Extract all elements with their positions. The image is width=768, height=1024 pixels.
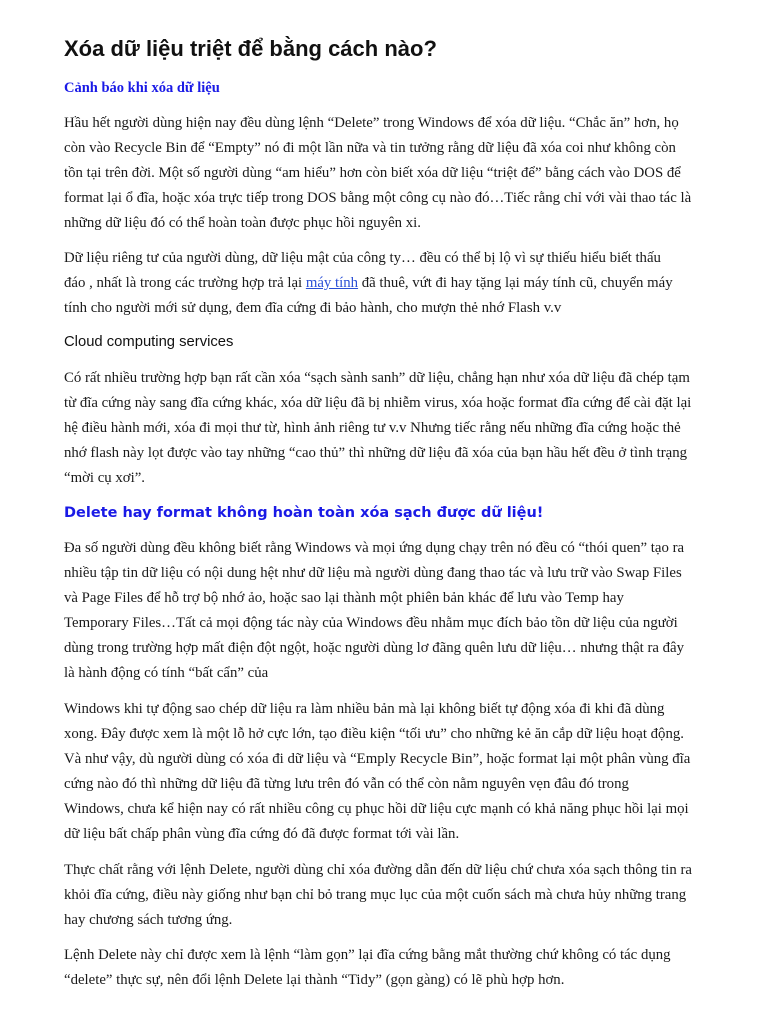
paragraph-line: Hầu hết người dùng hiện nay đều dùng lệnh “Delete” trong Windows để xóa dữ liệu. “Chắc ăn” hơn, họ: [64, 115, 679, 131]
paragraph-line: Dữ liệu riêng tư của người dùng, dữ liệu mật của công ty… đều có thể bị lộ vì sự thiếu hiểu biết thấu: [64, 250, 661, 266]
section-heading: Delete hay format không hoàn toàn xóa sạch được dữ liệu!: [64, 505, 544, 521]
line-text: đã thuê, vứt đi hay tặng lại máy tính cũ, chuyển máy: [358, 275, 673, 291]
paragraph-intro: [64, 111, 691, 236]
paragraph-line: “mời cụ xơi”.: [64, 470, 145, 486]
paragraph-line: những dữ liệu đó có thể hoàn toàn được phục hồi nguyên xi.: [64, 215, 421, 231]
paragraph-tidy: [64, 943, 671, 993]
computer-link[interactable]: máy tính: [305, 275, 359, 291]
paragraph-line: Và như vậy, dù người dùng có xóa đi dữ liệu và “Emply Recycle Bin”, hoặc format lại một phân vùng đĩa: [64, 751, 691, 767]
paragraph-line: Thực chất rằng với lệnh Delete, người dùng chỉ xóa đường dẫn đến dữ liệu chứ chưa xóa sạch thông tin ra: [64, 862, 692, 878]
paragraph-line: “delete” thực sự, nên đổi lệnh Delete lại thành “Tidy” (gọn gàng) có lẽ phù hợp hơn.: [64, 972, 565, 988]
paragraph-privacy: [64, 246, 673, 321]
paragraph-line: tồn tại trên đời. Một số người dùng “am hiểu” hơn còn biết xóa dữ liệu “triệt để” bằng cách vào DOS để: [64, 165, 681, 181]
paragraph-line: hay chương sách tương ứng.: [64, 912, 233, 928]
paragraph-line: là hành động có tính “bất cẩn” của: [64, 665, 269, 681]
paragraph-line: khỏi đĩa cứng, điều này giống như bạn chỉ bỏ trang mục lục của một cuốn sách mà chưa hủy những trang: [64, 887, 687, 903]
paragraph-line: Windows, chưa kể hiện nay có rất nhiều công cụ phục hồi dữ liệu cực mạnh có khả năng phục hồi lại mọi: [64, 801, 689, 817]
paragraph-delete-explained: [64, 858, 692, 933]
paragraph-line: xong. Đây được xem là một lỗ hở cực lớn, tạo điều kiện “tối ưu” cho những kẻ ăn cắp dữ liệu hoạt động.: [64, 726, 684, 742]
paragraph-line: Lệnh Delete này chỉ được xem là lệnh “làm gọn” lại đĩa cứng bằng mắt thường chứ không có tác dụng: [64, 947, 671, 963]
paragraph-windows-habits: [64, 536, 684, 686]
paragraph-line: hệ điều hành mới, xóa đi mọi thư từ, hình ảnh riêng tư v.v Nhưng tiếc rằng nếu những đĩa cứng hoặc thẻ: [64, 420, 681, 436]
paragraph-line: cứng nào đó thì những dữ liệu đã từng lưu trên đó vẫn có thể còn nằm nguyên vẹn đâu đó trong: [64, 776, 629, 792]
line-text: đáo , nhất là trong các trường hợp trả lại: [64, 275, 306, 291]
article-title: Xóa dữ liệu triệt để bằng cách nào?: [64, 36, 437, 61]
paragraph-line: nhiều tập tin dữ liệu có nội dung hệt như dữ liệu mà người dùng đang thao tác và lưu trữ vào Swap Files: [64, 565, 682, 581]
paragraph-line: dùng trong trường hợp mất điện đột ngột, hoặc người dùng lơ đãng quên lưu dữ liệu… nhưng thật ra đây: [64, 640, 685, 656]
paragraph-line: nhớ flash này lọt được vào tay những “cao thủ” thì những dữ liệu đã xóa của bạn hầu hết đều ở tình trạng: [64, 445, 688, 461]
paragraph-line: còn vào Recycle Bin để “Empty” nó đi một lần nữa và tin tưởng rằng dữ liệu đã xóa coi như không còn: [64, 140, 676, 156]
paragraph-windows-copies: [64, 697, 690, 847]
paragraph-line: và Page Files để hỗ trợ bộ nhớ ảo, hoặc sao lại thành một phiên bản khác để lưu vào Temp hay: [64, 590, 624, 606]
paragraph-cases: [64, 366, 691, 491]
paragraph-line: Có rất nhiều trường hợp bạn rất cần xóa “sạch sành sanh” dữ liệu, chẳng hạn như xóa dữ liệu đã chép tạm: [64, 370, 690, 386]
paragraph-line: format lại ổ đĩa, hoặc xóa trực tiếp trong DOS bằng một công cụ nào đó…Tiếc rằng chỉ với vài thao tác là: [64, 190, 692, 206]
paragraph-line: [64, 271, 673, 296]
paragraph-line: Đa số người dùng đều không biết rằng Windows và mọi ứng dụng chạy trên nó đều có “thói quen” tạo ra: [64, 540, 685, 556]
cloud-services-heading: Cloud computing services: [64, 334, 234, 350]
paragraph-line: tính cho người mới sử dụng, đem đĩa cứng đi bảo hành, cho mượn thẻ nhớ Flash v.v: [64, 300, 562, 316]
paragraph-line: Windows khi tự động sao chép dữ liệu ra làm nhiều bản mà lại không biết tự động xóa đi khi đã dùng: [64, 701, 665, 717]
warning-subheading: Cảnh báo khi xóa dữ liệu: [64, 80, 220, 96]
paragraph-line: Temporary Files…Tất cả mọi động tác này của Windows đều nhằm mục đích bảo tồn dữ liệu của người: [64, 615, 678, 631]
paragraph-line: dữ liệu bất chấp phân vùng đĩa cứng đó đã được format tới vài lần.: [64, 826, 460, 842]
paragraph-line: từ đĩa cứng này sang đĩa cứng khác, xóa dữ liệu đã bị nhiễm virus, xóa hoặc format đĩa cứng để cài đặt lại: [64, 395, 692, 411]
